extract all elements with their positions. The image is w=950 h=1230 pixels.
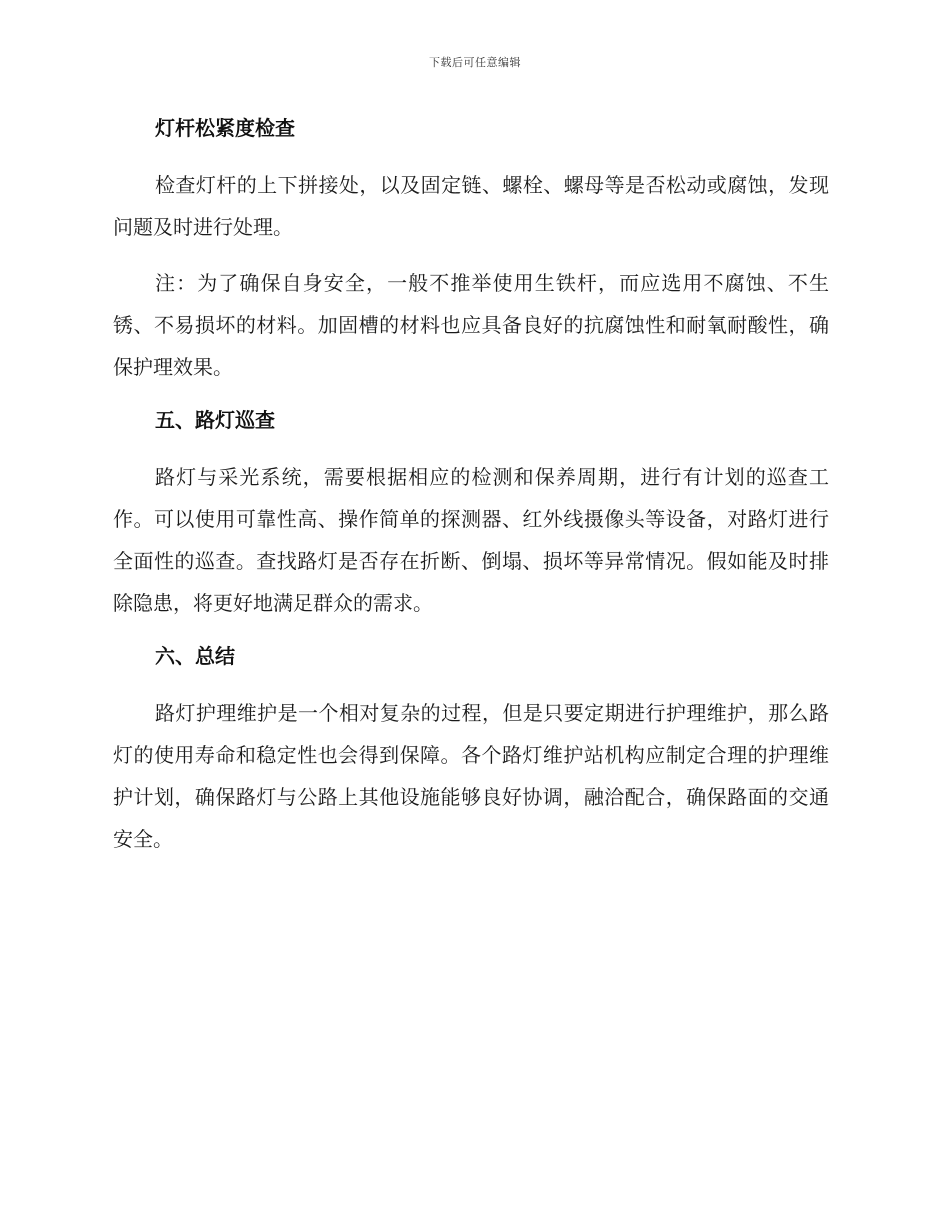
paragraph-note-materials: 注：为了确保自身安全，一般不推举使用生铁杆，而应选用不腐蚀、不生锈、不易损坏的材料。加固槽的材料也应具备良好的抗腐蚀性和耐氧耐酸性，确保护理效果。 [113, 271, 829, 379]
document-body [113, 110, 829, 860]
section-heading-summary: 六、总结 [155, 644, 235, 668]
section-heading-lamp-post-tightness: 灯杆松紧度检查 [155, 116, 295, 140]
section-heading-street-light-inspection: 五、路灯巡查 [155, 408, 275, 432]
paragraph-summary: 路灯护理维护是一个相对复杂的过程，但是只要定期进行护理维护，那么路灯的使用寿命和稳定性也会得到保障。各个路灯维护站机构应制定合理的护理维护计划，确保路灯与公路上其他设施能够良好协调，融洽配合，确保路面的交通安全。 [113, 701, 829, 851]
paragraph-lamp-post-check: 检查灯杆的上下拼接处，以及固定链、螺栓、螺母等是否松动或腐蚀，发现问题及时进行处理。 [113, 173, 829, 239]
paragraph-inspection: 路灯与采光系统，需要根据相应的检测和保养周期，进行有计划的巡查工作。可以使用可靠性高、操作简单的探测器、红外线摄像头等设备，对路灯进行全面性的巡查。查找路灯是否存在折断、倒塌、损坏等异常情况。假如能及时排除隐患，将更好地满足群众的需求。 [113, 465, 829, 615]
page-header-note: 下载后可任意编辑 [429, 56, 521, 69]
